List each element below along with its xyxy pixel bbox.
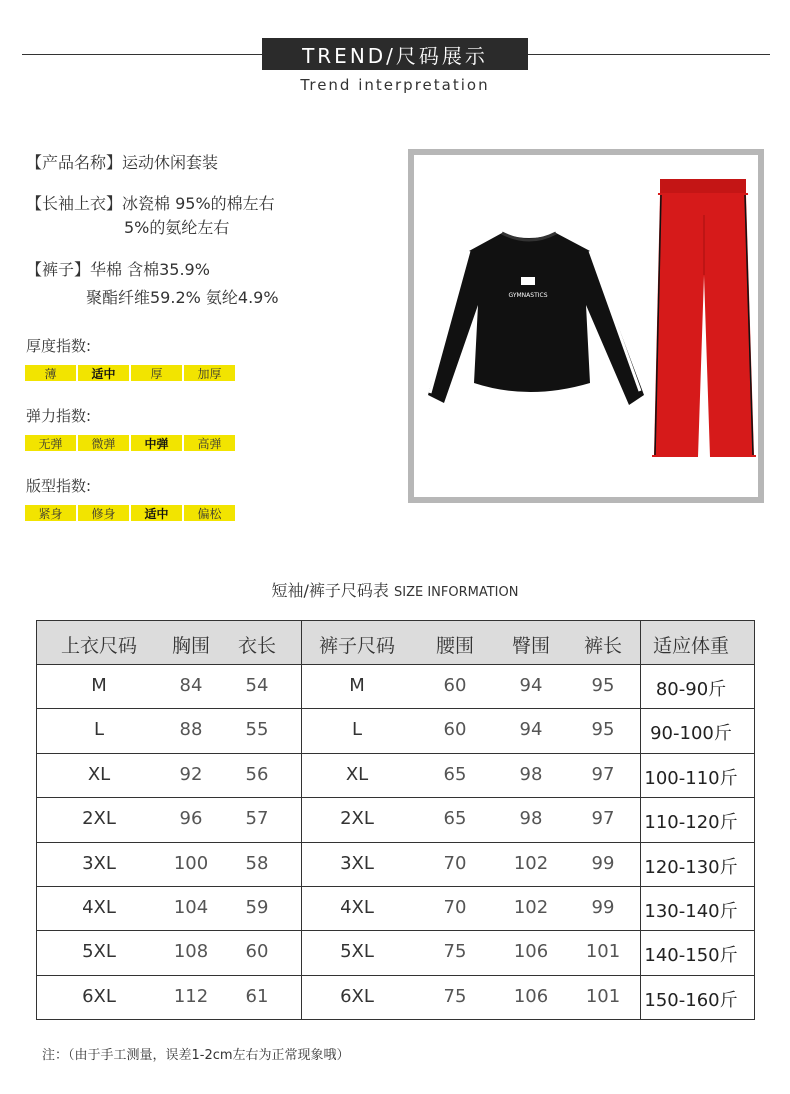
product-name-row (26, 150, 218, 173)
table-cell: 97 (591, 808, 615, 830)
table-cell: 120-130斤 (644, 856, 738, 878)
thickness-label: 厚度指数: (26, 337, 92, 355)
table-cell: 6XL (340, 985, 374, 1007)
table-cell: 80-90斤 (655, 679, 727, 700)
table-cell: 54 (245, 675, 269, 696)
table-cell: 112 (173, 985, 209, 1007)
table-cell: 65 (443, 763, 467, 785)
table-cell: 56 (245, 763, 269, 785)
header-line-left (22, 54, 262, 55)
table-row-divider (37, 708, 754, 709)
product-pants-row-2 (86, 285, 279, 308)
table-cell: 106 (513, 941, 549, 963)
fit-option: 修身 (78, 505, 129, 521)
table-cell: 2XL (340, 808, 374, 830)
table-cell: 70 (443, 852, 467, 874)
table-cell: 2XL (82, 808, 116, 830)
table-header-cell: 腰围 (435, 635, 474, 657)
table-cell: M (91, 675, 107, 696)
table-cell: 92 (179, 763, 203, 785)
table-header-cell: 裤长 (583, 635, 622, 657)
product-top-row (26, 191, 275, 214)
table-row-divider (37, 886, 754, 887)
table-cell: 60 (443, 719, 467, 741)
table-cell: 98 (519, 808, 543, 830)
product-pants-value-1: 华棉 含棉35.9% (90, 260, 210, 279)
thickness-option-selected: 适中 (78, 365, 129, 381)
table-header-cell: 衣长 (237, 635, 276, 657)
table-cell: 5XL (340, 941, 374, 963)
table-cell: 5XL (82, 941, 116, 963)
fit-option: 偏松 (184, 505, 235, 521)
table-row-divider (37, 753, 754, 754)
table-row-divider (37, 842, 754, 843)
product-name-value: 运动休闲套装 (122, 153, 219, 172)
product-top-row-2 (124, 215, 229, 238)
table-cell: XL (87, 763, 111, 785)
table-cell: 94 (519, 719, 543, 741)
table-cell: 102 (513, 852, 549, 874)
table-cell: 96 (179, 808, 203, 830)
size-table-caption-cn: 短袖/裤子尺码表 (271, 581, 389, 600)
product-pants-value-2: 聚酯纤维59.2% 氨纶4.9% (86, 288, 279, 307)
table-cell: 110-120斤 (644, 812, 738, 834)
elasticity-option: 高弹 (184, 435, 235, 451)
table-cell: 150-160斤 (644, 989, 738, 1011)
table-header-cell: 适应体重 (652, 635, 729, 657)
tracksuit-illustration (414, 155, 758, 497)
table-cell: XL (345, 763, 369, 785)
header-line-right (528, 54, 770, 55)
shirt-logo-text: GYMNASTICS (508, 292, 548, 299)
table-cell: 101 (585, 941, 621, 963)
product-top-label: 【长袖上衣】 (26, 194, 123, 213)
thickness-option: 厚 (131, 365, 182, 381)
table-cell: 99 (591, 897, 615, 918)
measurement-note: 注：（由于手工测量，误差1-2cm左右为正常现象哦） (42, 1048, 350, 1063)
table-header-cell: 臀围 (511, 635, 550, 657)
table-cell: 6XL (82, 985, 116, 1007)
product-name-label: 【产品名称】 (26, 153, 123, 172)
product-image (408, 149, 764, 503)
table-cell: 3XL (340, 852, 374, 874)
fit-label: 版型指数: (26, 477, 92, 495)
table-header-cell: 上衣尺码 (60, 635, 137, 657)
table-cell: 4XL (340, 897, 374, 918)
table-cell: 88 (179, 719, 203, 741)
table-cell: 106 (513, 985, 549, 1007)
elasticity-label: 弹力指数: (26, 407, 92, 425)
table-cell: 104 (173, 897, 209, 918)
table-header-cell: 胸围 (171, 635, 210, 657)
elasticity-option: 微弹 (78, 435, 129, 451)
page-subtitle: Trend interpretation (300, 76, 490, 94)
table-cell: 98 (519, 763, 543, 785)
table-cell: 58 (245, 852, 269, 874)
elasticity-option-selected: 中弹 (131, 435, 182, 451)
page-title: TREND/尺码展示 (262, 38, 528, 70)
table-cell: 4XL (82, 897, 116, 918)
table-cell: 84 (179, 675, 203, 696)
table-cell: 95 (591, 675, 615, 696)
table-cell: 60 (443, 675, 467, 696)
table-cell: 75 (443, 941, 467, 963)
table-cell: 108 (173, 941, 209, 963)
table-cell: 94 (519, 675, 543, 696)
table-cell: 100 (173, 852, 209, 874)
table-cell: 75 (443, 985, 467, 1007)
fit-option: 紧身 (25, 505, 76, 521)
table-cell: 130-140斤 (644, 901, 738, 922)
thickness-option: 薄 (25, 365, 76, 381)
table-cell: 60 (245, 941, 269, 963)
product-pants-row (26, 257, 210, 280)
size-table-caption (0, 578, 790, 601)
table-cell: 97 (591, 763, 615, 785)
table-cell: 99 (591, 852, 615, 874)
table-row-divider (37, 797, 754, 798)
product-pants-label: 【裤子】 (26, 260, 91, 279)
table-row-divider (37, 975, 754, 976)
table-cell: 61 (245, 985, 269, 1007)
table-cell: 102 (513, 897, 549, 918)
thickness-scale (25, 365, 235, 381)
thickness-option: 加厚 (184, 365, 235, 381)
table-cell: 59 (245, 897, 269, 918)
table-cell: 101 (585, 985, 621, 1007)
table-cell: 57 (245, 808, 269, 830)
product-top-value-1: 冰瓷棉 95%的棉左右 (122, 194, 275, 213)
table-row-divider (37, 930, 754, 931)
table-cell: M (349, 675, 365, 696)
table-cell: L (93, 719, 105, 741)
size-table-caption-en: SIZE INFORMATION (394, 585, 519, 600)
fit-scale (25, 505, 235, 521)
table-cell: 65 (443, 808, 467, 830)
shirt-icon (428, 233, 644, 405)
product-top-value-2: 5%的氨纶左右 (124, 218, 230, 237)
size-table (36, 620, 755, 1020)
fit-option-selected: 适中 (131, 505, 182, 521)
table-cell: 140-150斤 (644, 945, 738, 967)
table-cell: 55 (245, 719, 269, 741)
table-cell: 100-110斤 (644, 767, 738, 789)
table-header-cell: 裤子尺码 (318, 635, 395, 657)
elasticity-scale (25, 435, 235, 451)
elasticity-option: 无弹 (25, 435, 76, 451)
table-cell: L (351, 719, 363, 741)
table-cell: 90-100斤 (650, 723, 732, 745)
table-cell: 95 (591, 719, 615, 741)
table-cell: 70 (443, 897, 467, 918)
pants-icon (652, 179, 756, 457)
table-cell: 3XL (82, 852, 116, 874)
